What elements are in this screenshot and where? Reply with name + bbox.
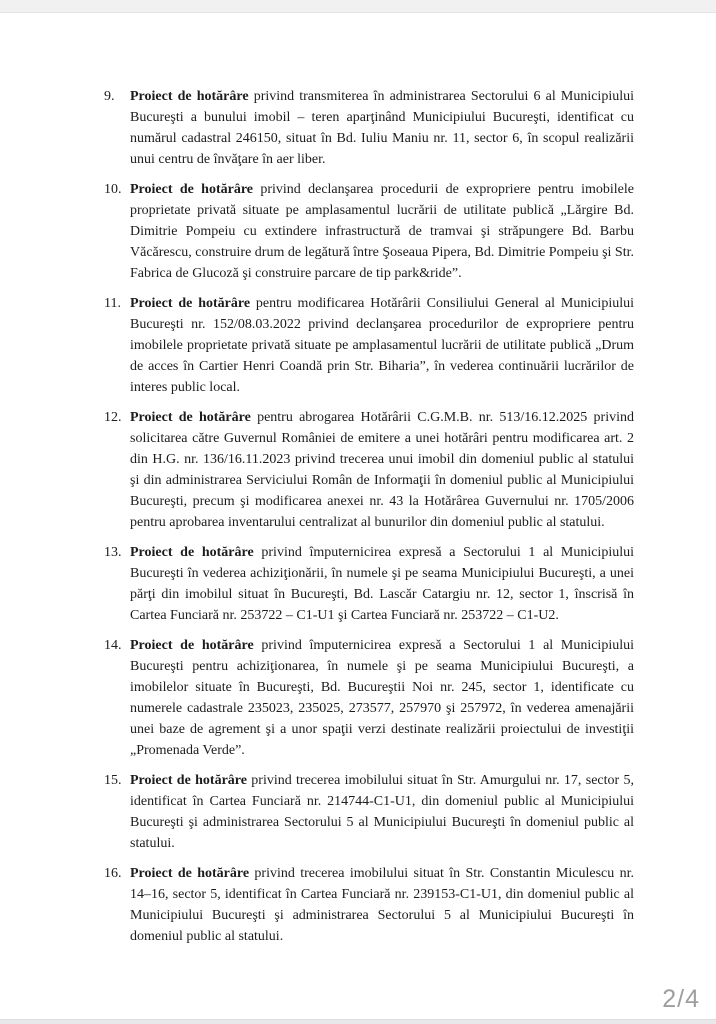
list-item-body: privind trecerea imobilului situat în Str. Constantin Miculescu nr. 14–16, sector 5, identificat în Cartea Funciară nr. 239153-C1-U1, din domeniul public al Municipiului Bucureşti şi administrarea Sectorului 5 al Municipiului Bucureşti în domeniul public al statului. bbox=[130, 866, 634, 944]
list-item-12 bbox=[104, 407, 634, 533]
list-item-lead: Proiect de hotărâre bbox=[130, 296, 251, 311]
list-item-body: pentru abrogarea Hotărârii C.G.M.B. nr. 513/16.12.2025 privind solicitarea către Guvernul României de emitere a unei hotărâri pentru modificarea art. 2 din H.G. nr. 136/16.11.2023 privind trecerea unui imobil din domeniul public al statului şi din administrarea Serviciului Român de Informaţii în domeniul public al Municipiului Bucureşti, precum şi modificarea anexei nr. 43 la Hotărârea Guvernului nr. 1705/2006 pentru aprobarea inventarului centralizat al bunurilor din domeniul public al statului. bbox=[130, 410, 634, 530]
list-item-lead: Proiect de hotărâre bbox=[130, 773, 247, 788]
list-item-13 bbox=[104, 542, 634, 626]
list-item-10 bbox=[104, 179, 634, 284]
list-item-number: 12. bbox=[104, 410, 122, 425]
list-item-9 bbox=[104, 86, 634, 170]
list-item-text bbox=[130, 407, 634, 533]
list-item-text bbox=[130, 293, 634, 398]
list-item-lead: Proiect de hotărâre bbox=[130, 866, 250, 881]
list-item-lead: Proiect de hotărâre bbox=[130, 89, 249, 104]
viewer-top-edge bbox=[0, 0, 716, 13]
list-item-number: 11. bbox=[104, 296, 121, 311]
list-item-text bbox=[130, 179, 634, 284]
list-item-number: 9. bbox=[104, 89, 115, 104]
list-item-body: privind împuternicirea expresă a Sectorului 1 al Municipiului Bucureşti în vederea achiziţionării, în numele şi pe seama Municipiului Bucureşti, a unei părţi din imobilul situat în Bucureşti, Bd. Lascăr Catargiu nr. 12, sector 1, înscrisă în Cartea Funciară nr. 253722 – C1-U1 şi Cartea Funciară nr. 253722 – C1-U2. bbox=[130, 545, 634, 623]
list-item-text bbox=[130, 770, 634, 854]
list-item-number: 15. bbox=[104, 773, 122, 788]
list-item-lead: Proiect de hotărâre bbox=[130, 545, 254, 560]
list-item-number: 16. bbox=[104, 866, 122, 881]
list-item-text bbox=[130, 863, 634, 947]
list-item-14 bbox=[104, 635, 634, 761]
list-item-number: 13. bbox=[104, 545, 122, 560]
list-item-body: pentru modificarea Hotărârii Consiliului General al Municipiului Bucureşti nr. 152/08.03.2022 privind declanşarea procedurilor de expropriere pentru imobilele proprietate privată situate pe amplasamentul lucrării de utilitate publică „Drum de acces în Cartier Henri Coandă prin Str. Biharia”, în vederea continuării lucrărilor de interes public local. bbox=[130, 296, 634, 395]
list-item-text bbox=[130, 542, 634, 626]
list-item-text bbox=[130, 635, 634, 761]
list-item-body: privind transmiterea în administrarea Sectorului 6 al Municipiului Bucureşti a bunului imobil – teren aparţinând Municipiului Bucureşti, identificat cu numărul cadastral 246150, situat în Bd. Iuliu Maniu nr. 11, sector 6, în scopul realizării unui centru de învăţare în aer liber. bbox=[130, 89, 634, 167]
list-item-body: privind trecerea imobilului situat în Str. Amurgului nr. 17, sector 5, identificat în Cartea Funciară nr. 214744-C1-U1, din domeniul public al Municipiului Bucureşti şi administrarea Sectorului 5 al Municipiului Bucureşti în domeniul public al statului. bbox=[130, 773, 634, 851]
page-indicator: 2/4 bbox=[662, 985, 700, 1013]
list-item-body: privind împuternicirea expresă a Sectorului 1 al Municipiului Bucureşti pentru achiziţionarea, în numele şi pe seama Municipiului Bucureşti, a imobilelor situate în Bucureşti, Bd. Bucureştii Noi nr. 245, sector 1, identificate cu numerele cadastrale 235023, 235025, 273577, 257970 şi 257972, în vederea amenajării unei baze de agrement şi a unor spaţii verzi destinate realizării proiectului de investiţii „Promenada Verde”. bbox=[130, 638, 634, 758]
list-item-text bbox=[130, 86, 634, 170]
list-item-lead: Proiect de hotărâre bbox=[130, 410, 251, 425]
list-item-lead: Proiect de hotărâre bbox=[130, 638, 254, 653]
list-item-body: privind declanşarea procedurii de expropriere pentru imobilele proprietate privată situate pe amplasamentul lucrării de utilitate publică „Lărgire Bd. Dimitrie Pompeiu cu extindere infrastructură de tramvai şi străpungere Bd. Barbu Văcărescu, construire drum de legătură între Şoseaua Pipera, Bd. Dimitrie Pompeiu şi Str. Fabrica de Glucoză şi construire parcare de tip park&ride”. bbox=[130, 182, 634, 281]
list-item-lead: Proiect de hotărâre bbox=[130, 182, 253, 197]
list-item-number: 10. bbox=[104, 182, 122, 197]
list-item-11 bbox=[104, 293, 634, 398]
list-item-16 bbox=[104, 863, 634, 947]
document-page bbox=[104, 86, 634, 956]
list-item-15 bbox=[104, 770, 634, 854]
list-item-number: 14. bbox=[104, 638, 122, 653]
viewer-bottom-edge bbox=[0, 1019, 716, 1024]
